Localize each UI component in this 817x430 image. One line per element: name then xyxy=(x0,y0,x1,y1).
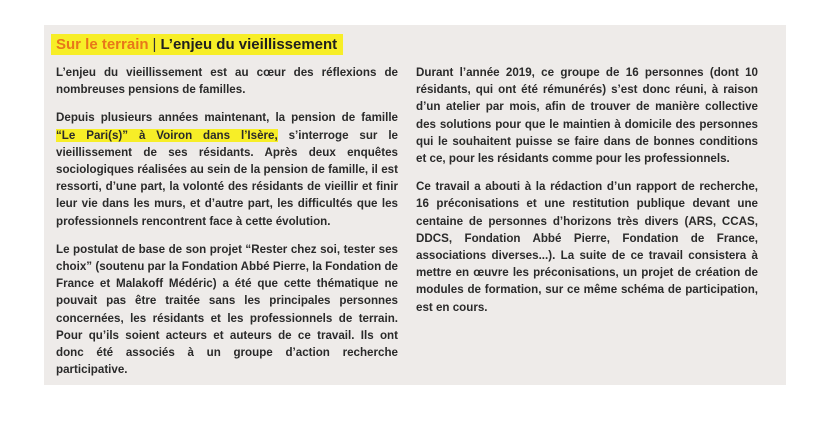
paragraph-outcome: Ce travail a abouti à la rédaction d’un rapport de recherche, 16 préconisations et une restitution publique devant une centaine de personnes d’horizons très divers (ARS, CCAS, DDCS, Fondation Abbé Pierre, Fondation de France, associations diverses...). La suite de ce travail consistera à mettre en œuvre les préconisations, un projet de création de modules de formation, sur ce même schéma de participation, est en cours. xyxy=(416,180,758,314)
header-title: L’enjeu du vieillissement xyxy=(160,36,338,53)
left-column xyxy=(56,64,398,389)
highlighted-place-name: “Le Pari(s)” à Voiron dans l’Isère, xyxy=(56,128,278,142)
paragraph-group: Durant l’année 2019, ce groupe de 16 personnes (dont 10 résidants, qui ont été rémunérés) s’est donc réuni, à raison d’un atelier par mois, afin de trouver de manière collective des solutions pour que le maintien à domicile des personnes qui le souhaitent puisse se faire dans de bonnes conditions et ce, pour les résidants comme pour les professionnels. xyxy=(416,66,758,166)
header-separator: | xyxy=(152,36,157,53)
right-column xyxy=(416,64,758,327)
paragraph-pension xyxy=(56,109,398,229)
paragraph-pension-start: Depuis plusieurs années maintenant, la pension de famille xyxy=(56,111,398,125)
article-header xyxy=(51,34,343,55)
paragraph-intro: L’enjeu du vieillissement est au cœur des réflexions de nombreuses pensions de familles. xyxy=(56,66,398,97)
paragraph-project: Le postulat de base de son projet “Rester chez soi, tester ses choix” (soutenu par la Fondation Abbé Pierre, la Fondation de France et Malakoff Médéric) a été que cette thématique ne pouvait pas être traitée sans les principales personnes concernées, les résidants et les professionnels de terrain. Pour qu’ils soient acteurs et auteurs de ce travail. Ils ont donc été associés à un groupe d’action recherche participative. xyxy=(56,242,398,377)
paragraph-pension-rest: s’interroge sur le vieillissement de ses résidants. Après deux enquêtes sociologiques réalisées au sein de la pension de famille, il est ressorti, d’une part, la volonté des résidants de vieillir et finir leur vie dans les murs, et d’autre part, les difficultés que les professionnels rencontrent face à cette évolution. xyxy=(56,128,398,228)
header-section-label: Sur le terrain xyxy=(56,36,149,53)
